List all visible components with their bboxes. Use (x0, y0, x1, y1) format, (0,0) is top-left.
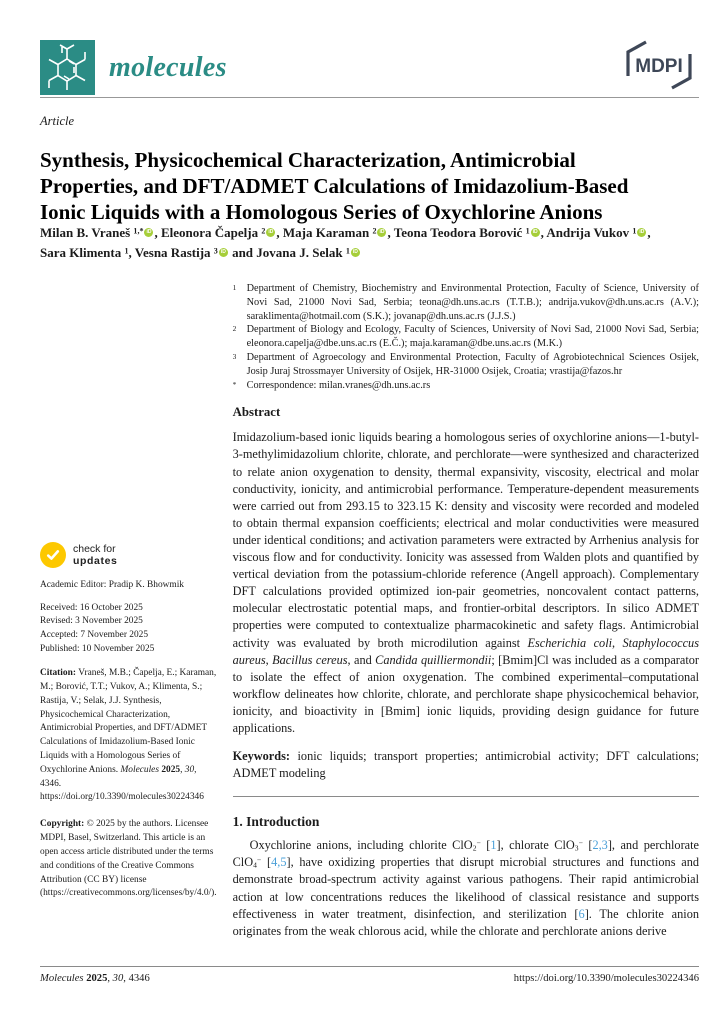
keywords-divider (233, 796, 699, 797)
title-line-3: Ionic Liquids with a Homologous Series of Oxychlorine Anions (40, 200, 603, 225)
checkmark-icon (40, 542, 66, 568)
affiliation-marker: 3 (232, 351, 237, 361)
received-date: Received: 16 October 2025 (40, 602, 143, 613)
keywords: Keywords: ionic liquids; transport properties; antimicrobial activity; DFT calculations; ADMET modeling (232, 749, 699, 781)
article-type-label: Article (40, 114, 75, 128)
check-for-updates-label: check for updates (73, 542, 118, 567)
revised-date: Revised: 3 November 2025 (40, 616, 143, 627)
correspondence (233, 379, 699, 393)
content-row (40, 280, 699, 940)
footer-journal-citation: Molecules 2025, 30, 4346 (40, 973, 150, 984)
orcid-icon[interactable]: iD (639, 229, 645, 235)
article-dates (40, 602, 217, 657)
correspondence-text: Correspondence: milan.vranes@dh.uns.ac.rs (246, 379, 431, 391)
copyright-text: Copyright: © 2025 by the authors. Licensee MDPI, Basel, Switzerland. This article is an open access article distributed under the terms and conditions of the Creative Commons Attribution (CC BY) license (https://creativecommons.org/licenses/by/4.0/). (40, 819, 217, 899)
introduction-paragraph: Oxychlorine anions, including chlorite ClO$_2$− [1], chlorate ClO$_3$− [2,3], and perchlorate ClO$_4$− [4,5], have oxidizing properties that disrupt microbial structures and functions and demonstrate broad-spectrum activity against various pathogens. Their rapid antimicrobial action at low concentrations reduces the likelihood of classical resistance and supports effectiveness in water treatment, disinfection, and sterilization [6]. The chlorite anion originates from the weak chlorous acid, while the chlorate and perchlorate anions derive (232, 838, 700, 938)
orcid-icon[interactable]: iD (532, 229, 538, 235)
academic-editor: Academic Editor: Pradip K. Bhowmik (40, 580, 184, 590)
orcid-icon[interactable]: iD (220, 249, 226, 255)
abstract-body: Imidazolium-based ionic liquids bearing a homologous series of oxychlorine anions—1-butyl-3-methylimidazolium chlorite, chlorate, and perchlorate—were synthesized and characterized to relate anion oxygenation to density, thermal expansivity, viscosity, electrical and molar conductivity, ionicity, and antimicrobial performance. Temperature-dependent measurements were carried out from 293.15 to 323.15 K: density and viscosity were recorded and modeled to obtain thermal expansion coefficients; electrical and molar conductivities were measured under identical conditions; and activation parameters were extracted by Arrhenius analysis for viscous flow and for conductivity. Ionicity was assessed from Walden plots and quantified by vertical deviation from the potassium-chloride reference (Angell approach). Complementary DFT calculations provided optimized ion-pair geometries, noncovalent contact patterns, molecular electrostatic potential maps, and frontier-orbital descriptors. In silico ADMET properties were computed to contextualize pharmacokinetic and safety flags. Antimicrobial activity was evaluated by broth microdilution against Escherichia coli, Staphylococcus aureus, Bacillus cereus, and Candida quilliermondii; [Bmim]Cl was included as a comparator to isolate the effect of anion oxygenation. The combined experimental–computational workflow delineates how chlorite, chlorate, and perchlorate shape physicochemical behavior, ionicity, and bioactivity in [Bmim] ionic liquids, providing design guidance for future applications. (232, 430, 699, 735)
header-divider (40, 97, 699, 98)
footer-doi-link[interactable]: https://doi.org/10.3390/molecules30224346 (513, 973, 699, 984)
citation-ref[interactable]: 6 (578, 906, 585, 921)
accepted-date: Accepted: 7 November 2025 (40, 629, 149, 640)
affiliations (233, 282, 699, 392)
title-line-1: Synthesis, Physicochemical Characterization, Antimicrobial (40, 148, 576, 173)
citation-text: Citation: Vraneš, M.B.; Čapelja, E.; Karaman, M.; Borović, T.T.; Vukov, A.; Klimenta, S.; Rastija, V.; Selak, J.J. Synthesis, Physicochemical Characterization, Antimicrobial Properties, and DFT/ADMET Calculations of Imidazolium-Based Ionic Liquids with a Homologous Series of Oxychlorine Anions. Molecules 2025, 30, 4346. https://doi.org/10.3390/molecules30224346 (40, 668, 217, 803)
author-list: Milan B. Vraneš $^{1,*}$ iD , Eleonora Čapelja $^2$ iD , Maja Karaman $^2$ iD , Teona Teodora Borović $^1$ iD , Andrija Vukov $^1$ iD , Sara Klimenta $^1$, Vesna Rastija $^3$ iD and Jovana J. Selak $^1$ iD (40, 225, 651, 260)
affiliation-text: Department of Agroecology and Environmental Protection, Faculty of Agrobiotechnical Sciences Osijek, Josip Juraj Strossmayer University of Osijek, HR-31000 Osijek, Croatia; vrastija@fazos.hr (246, 351, 699, 377)
abstract-heading: Abstract (232, 405, 281, 420)
affiliation-2 (233, 323, 699, 351)
page-title (40, 147, 699, 225)
orcid-icon[interactable]: iD (146, 229, 152, 235)
journal-name: molecules (109, 51, 227, 83)
mdpi-logo[interactable] (619, 38, 699, 97)
orcid-icon[interactable]: iD (379, 229, 385, 235)
affiliation-marker: 2 (232, 324, 237, 334)
affiliation-1 (233, 282, 699, 323)
molecules-logo-icon (40, 40, 95, 95)
affiliation-text: Department of Biology and Ecology, Faculty of Sciences, University of Novi Sad, 21000 Novi Sad, Serbia; eleonora.capelja@dbe.uns.ac.rs (E.Č.); maja.karaman@dbe.uns.ac.rs (M.K.) (246, 324, 699, 350)
footer-divider (40, 966, 699, 967)
citation-ref[interactable]: 4,5 (271, 855, 287, 870)
citation-ref[interactable]: 1 (490, 838, 497, 853)
check-for-updates-badge[interactable] (40, 542, 217, 568)
affiliation-3 (233, 351, 699, 379)
journal-logo[interactable] (40, 40, 227, 95)
orcid-icon[interactable]: iD (268, 229, 274, 235)
section-heading-introduction: 1. Introduction (232, 814, 320, 830)
affiliation-marker: 1 (232, 283, 237, 292)
correspondence-marker: * (232, 379, 237, 389)
mdpi-wordmark: MDPI (635, 56, 683, 77)
left-sidebar (40, 280, 217, 940)
title-line-2: Properties, and DFT/ADMET Calculations of Imidazolium-Based (40, 174, 629, 199)
published-date: Published: 10 November 2025 (40, 643, 155, 654)
orcid-icon[interactable]: iD (352, 249, 358, 255)
main-column (233, 280, 699, 940)
page-footer (40, 966, 699, 984)
citation-ref[interactable]: 2,3 (592, 838, 608, 853)
page-header (40, 38, 699, 97)
affiliation-text: Department of Chemistry, Biochemistry and Environmental Protection, Faculty of Science, University of Novi Sad, 21000 Novi Sad, Serbia; teona@dh.uns.ac.rs (T.T.B.); andrija.vukov@dh.uns.ac.rs (A.V.); saraklimenta@hotmail.com (S.K.); jovanap@dh.uns.ac.rs (J.J.S.) (246, 283, 699, 322)
